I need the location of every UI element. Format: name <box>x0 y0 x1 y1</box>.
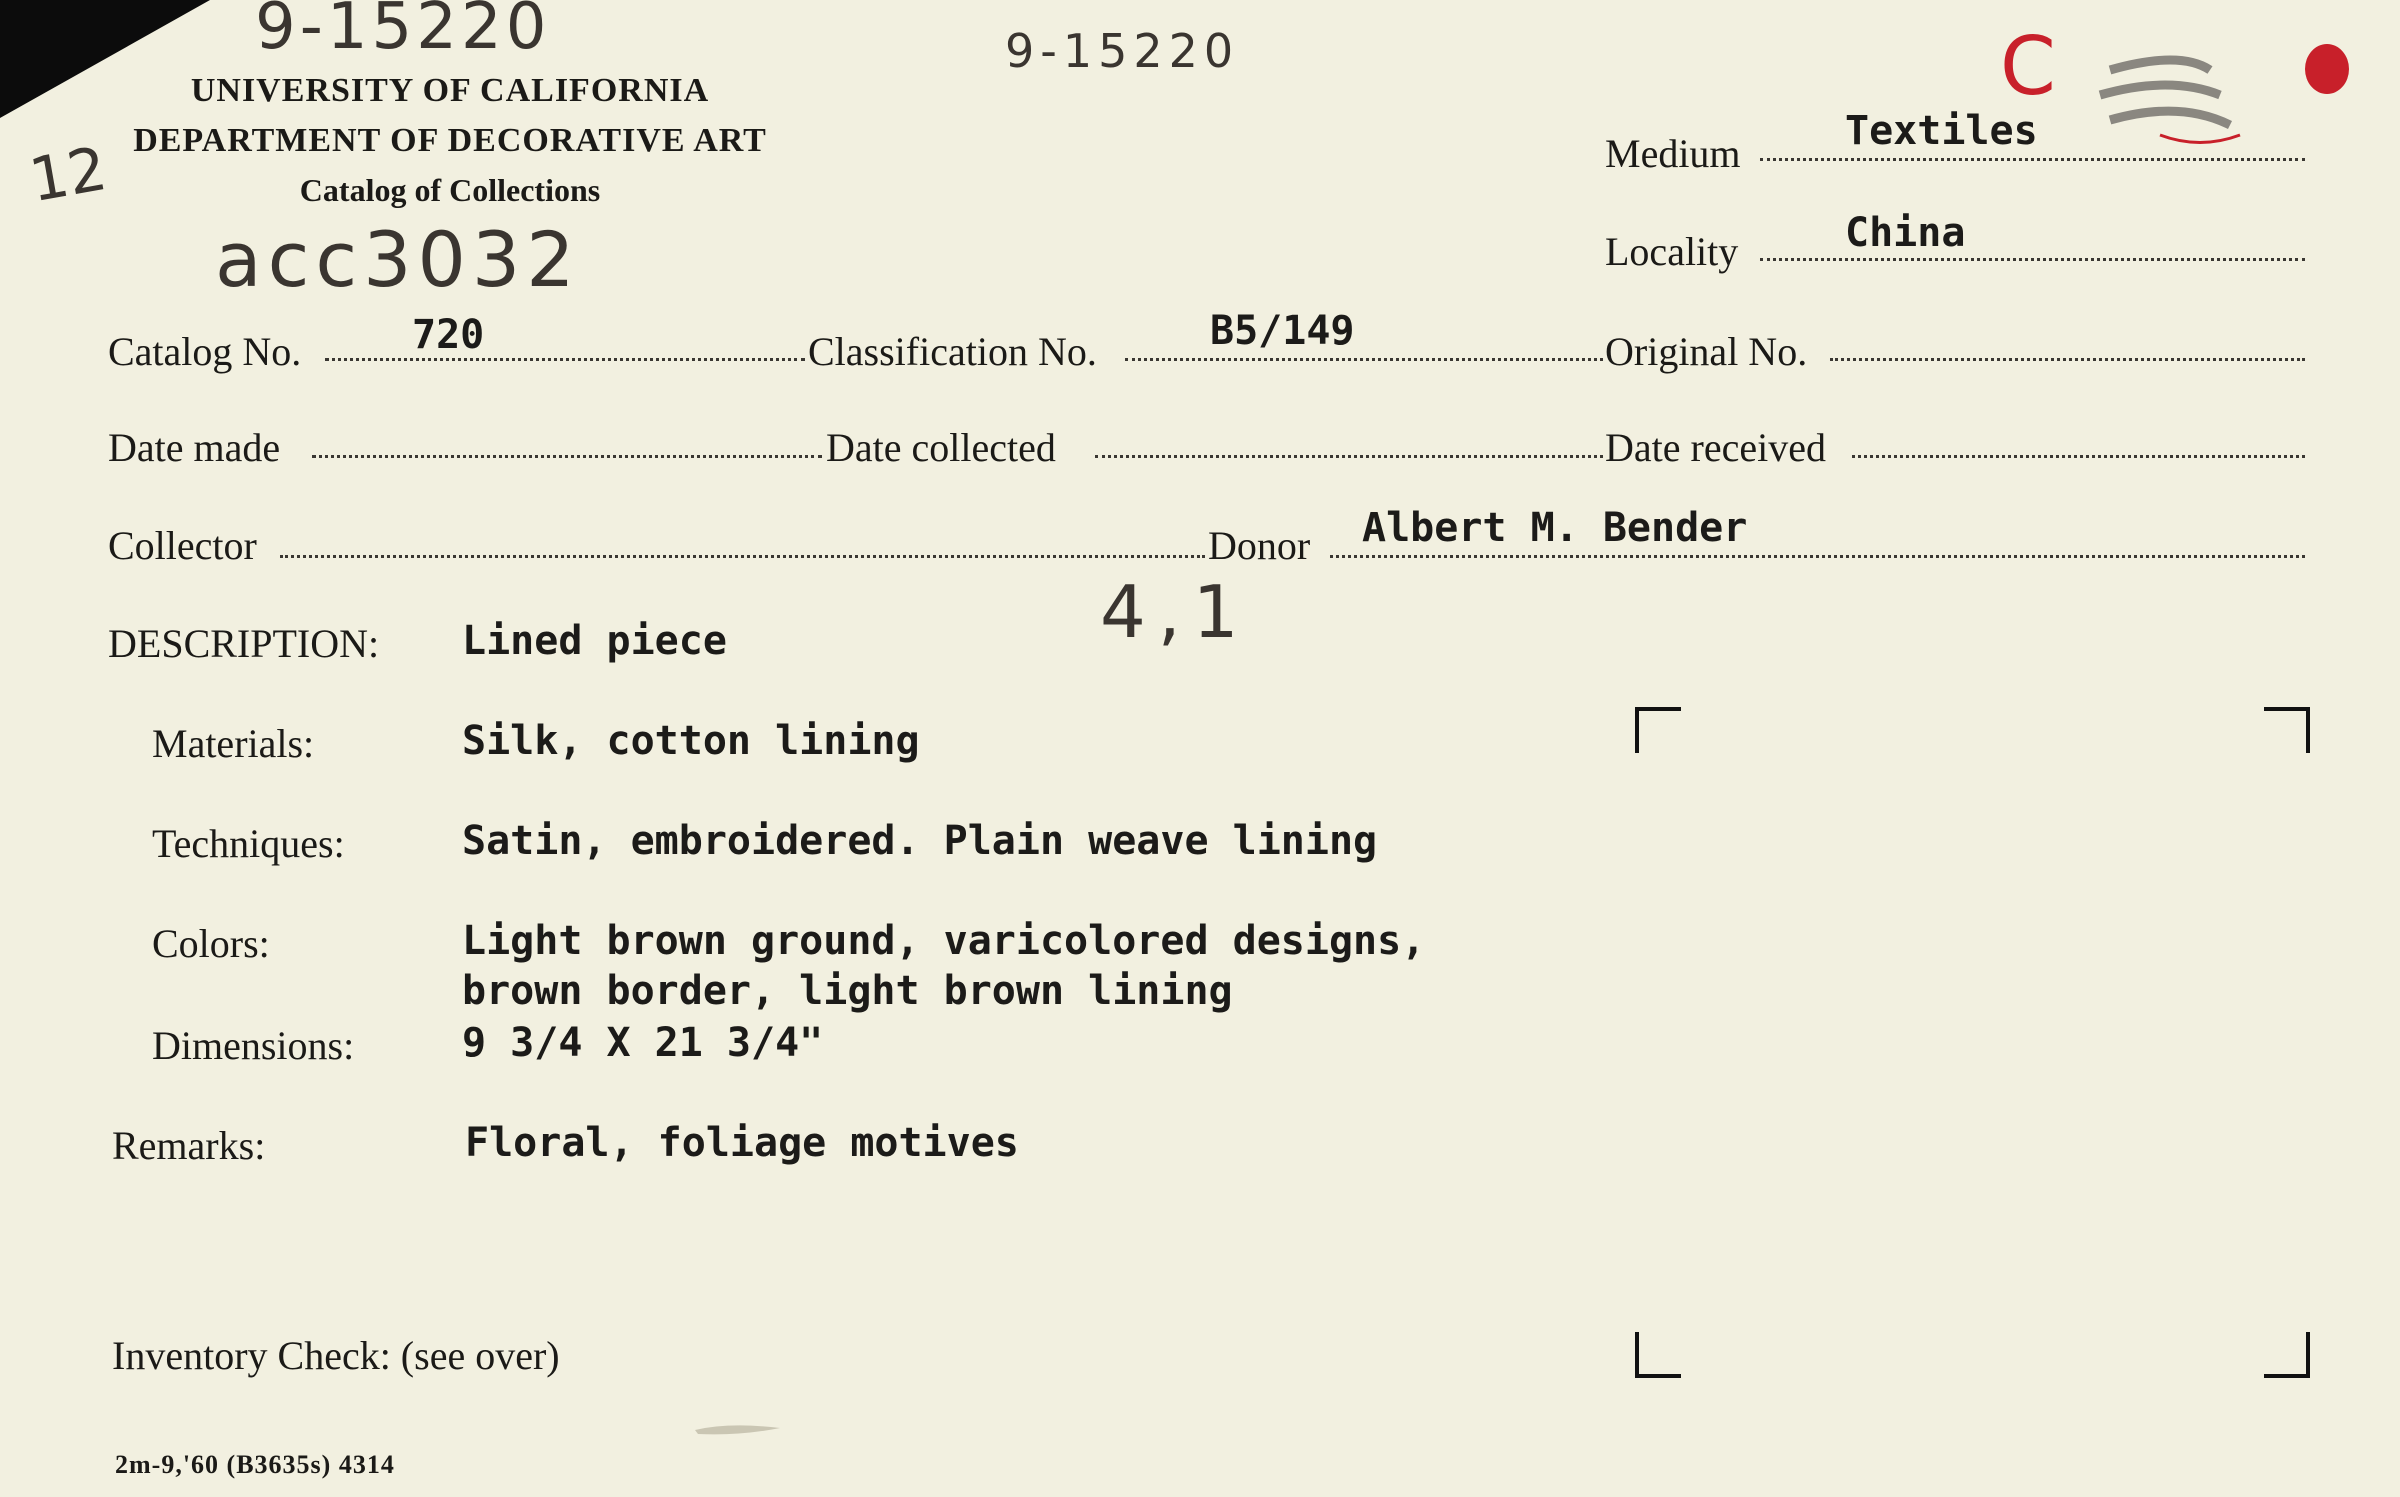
print-code: 2m-9,'60 (B3635s) 4314 <box>115 1450 395 1479</box>
colors-label: Colors: <box>152 921 270 966</box>
donor-label: Donor <box>1208 523 1311 568</box>
date-collected-line <box>1095 455 1603 458</box>
medium-label: Medium <box>1605 131 1741 176</box>
locality-value: China <box>1845 210 1966 256</box>
date-received-label: Date received <box>1605 425 1826 470</box>
collector-line <box>280 555 1205 558</box>
dimensions-label: Dimensions: <box>152 1023 355 1068</box>
medium-value: Textiles <box>1845 108 2038 154</box>
collector-label: Collector <box>108 523 257 568</box>
photo-bracket-top-left <box>1635 707 1681 753</box>
catalog-no-label: Catalog No. <box>108 329 302 374</box>
remarks-label: Remarks: <box>112 1123 266 1168</box>
techniques-value: Satin, embroidered. Plain weave lining <box>462 818 1378 864</box>
handwritten-red-mark: C <box>2000 20 2056 113</box>
materials-value: Silk, cotton lining <box>462 718 920 764</box>
handwritten-accession: acc3032 <box>215 215 581 304</box>
inventory-check: Inventory Check: (see over) <box>112 1333 560 1378</box>
photo-bracket-top-right <box>2264 707 2310 753</box>
handwritten-center-number: 9-15220 <box>1005 24 1240 78</box>
classification-no-label: Classification No. <box>808 329 1097 374</box>
materials-label: Materials: <box>152 721 315 766</box>
gray-scribble-mark <box>2090 40 2250 160</box>
dimensions-value: 9 3/4 X 21 3/4" <box>462 1020 824 1066</box>
locality-line <box>1760 258 2305 261</box>
date-made-label: Date made <box>108 425 281 470</box>
date-collected-label: Date collected <box>826 425 1056 470</box>
donor-value: Albert M. Bender <box>1362 505 1748 551</box>
classification-no-line <box>1125 358 1603 361</box>
photo-bracket-bottom-right <box>2264 1332 2310 1378</box>
description-value: Lined piece <box>462 618 727 664</box>
medium-line <box>1760 158 2305 161</box>
colors-value-line2: brown border, light brown lining <box>462 968 1233 1014</box>
department-title: DEPARTMENT OF DECORATIVE ART <box>133 122 767 159</box>
red-dot-mark <box>2295 35 2365 105</box>
catalog-no-value: 720 <box>412 312 485 358</box>
original-no-label: Original No. <box>1605 329 1808 374</box>
description-label: DESCRIPTION: <box>108 621 380 666</box>
locality-label: Locality <box>1605 229 1739 274</box>
remarks-value: Floral, foliage motives <box>465 1120 1019 1166</box>
date-made-line <box>312 455 822 458</box>
catalog-subtitle: Catalog of Collections <box>299 172 601 208</box>
photo-bracket-bottom-left <box>1635 1332 1681 1378</box>
techniques-label: Techniques: <box>152 821 345 866</box>
donor-line <box>1330 555 2305 558</box>
original-no-line <box>1830 358 2305 361</box>
institution-title: UNIVERSITY OF CALIFORNIA <box>190 72 710 109</box>
date-received-line <box>1852 455 2305 458</box>
handwritten-margin-mark: 12 <box>24 133 112 217</box>
handwritten-measure-note: 4,1 <box>1100 570 1251 654</box>
classification-no-value: B5/149 <box>1210 308 1355 354</box>
paper-smudge <box>690 1418 790 1442</box>
handwritten-top-number: 9-15220 <box>255 0 551 64</box>
catalog-no-line <box>325 358 805 361</box>
colors-value-line1: Light brown ground, varicolored designs, <box>462 918 1426 964</box>
